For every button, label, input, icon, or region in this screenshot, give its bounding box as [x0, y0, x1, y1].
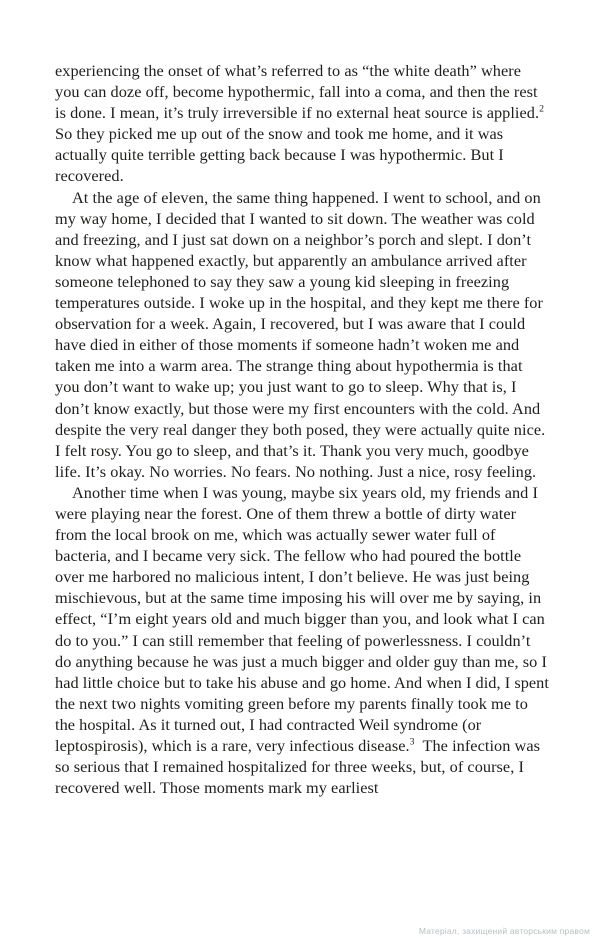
text-run: Another time when I was young, maybe six years old, my friends and I were playing near the forest. One of them threw a bottle of dirty water from the local brook on me, which was actually sewer water full of bacteria, and I became very sick. The fellow who had poured the bottle over me harbored no malicious intent, I don’t believe. He was just being mischievous, but at the same time imposing his will over me by saying, in effect, “I’m eight years old and much bigger than you, and look what I can do to you.” I can still remember that feeling of powerlessness. I couldn’t do anything because he was just a much bigger and older guy than me, so I had little choice but to take his abuse and go home. And when I did, I spent the next two nights vomiting green before my parents finally took me to the hospital. As it turned out, I had contracted Weil syndrome (or leptospirosis), which is a rare, very infectious disease. [55, 482, 549, 755]
text-run: At the age of eleven, the same thing happened. I went to school, and on my way home, I decided that I wanted to sit down. The weather was cold and freezing, and I just sat down on a neighbor’s porch and slept. I don’t know what happened exactly, but apparently an ambulance arrived after someone telephoned to say they saw a young kid sleeping in freezing temperatures outside. I woke up in the hospital, and they kept me there for observation for a week. Again, I recovered, but I was aware that I could have died in either of those moments if someone hadn’t woken me and taken me into a warm area. The strange thing about hypothermia is that you don’t want to wake up; you just want to go to sleep. Why that is, I don’t know exactly, but those were my first encounters with the cold. And despite the very real danger they both posed, they were actually quite nice. I felt rosy. You go to sleep, and that’s it. Thank you very much, goodbye life. It’s okay. No worries. No fears. No nothing. Just a nice, rosy feeling. [55, 187, 546, 481]
text-run: experiencing the onset of what’s referred to as “the white death” where you can doze off, become hypothermic, fall into a coma, and then the rest is done. I mean, it’s truly irreversible if no external heat source is applied. [55, 61, 540, 123]
paragraph [55, 482, 549, 798]
text-run: The infection was so serious that I remained hospitalized for three weeks, but, of course, I recovered well. Those moments mark my earliest [55, 736, 540, 798]
footnote-reference: 3 [409, 736, 415, 748]
page-text [55, 60, 549, 798]
text-run: So they picked me up out of the snow and took me home, and it was actually quite terrible getting back because I was hypothermic. But I recovered. [55, 103, 549, 186]
copyright-watermark: Матеріал, захищений авторським правом [418, 926, 590, 936]
paragraph [55, 187, 549, 482]
paragraph [55, 60, 549, 187]
footnote-reference: 2 [539, 103, 545, 115]
